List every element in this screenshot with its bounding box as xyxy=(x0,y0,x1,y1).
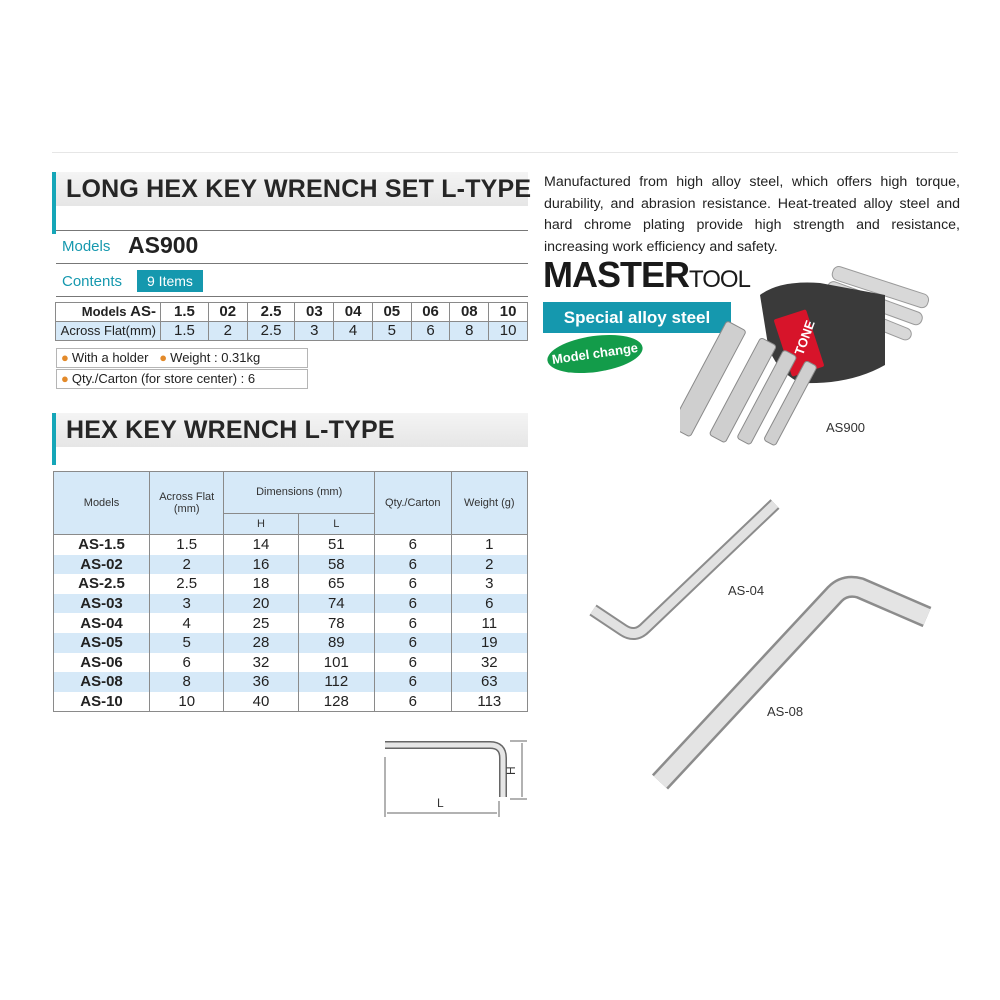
cell-l: 74 xyxy=(298,594,374,614)
cell-h: 14 xyxy=(224,535,298,555)
note-box-qty xyxy=(56,369,308,389)
logo-tool: TOOL xyxy=(689,266,750,293)
bullet-icon: ● xyxy=(61,371,69,386)
size-cell: 4 xyxy=(334,322,373,341)
col-qty: Qty./Carton xyxy=(374,472,451,535)
note-qty: Qty./Carton (for store center) : 6 xyxy=(71,371,256,386)
cell-model: AS-08 xyxy=(54,672,150,692)
cell-qty: 6 xyxy=(374,692,451,712)
cell-h: 36 xyxy=(224,672,298,692)
size-row-models xyxy=(56,303,528,322)
cell-h: 18 xyxy=(224,574,298,594)
special-alloy-banner: Special alloy steel xyxy=(543,302,731,333)
size-cell: 04 xyxy=(334,303,373,322)
header-row xyxy=(54,472,528,514)
cell-across-flat: 3 xyxy=(150,594,224,614)
top-divider xyxy=(52,152,958,153)
wrench-outline xyxy=(660,587,927,782)
size-cell: 03 xyxy=(295,303,334,322)
single-title-accent xyxy=(52,413,56,465)
cell-model: AS-05 xyxy=(54,633,150,653)
single-title-bar xyxy=(52,413,528,447)
size-cell: 08 xyxy=(450,303,489,322)
cell-l: 58 xyxy=(298,555,374,575)
dim-l-label: L xyxy=(437,796,444,810)
size-cell: 2 xyxy=(208,322,247,341)
cell-h: 32 xyxy=(224,653,298,673)
size-cell: 2.5 xyxy=(247,322,295,341)
set-title: LONG HEX KEY WRENCH SET L-TYPE xyxy=(66,175,532,203)
cell-weight: 63 xyxy=(451,672,527,692)
cell-h: 28 xyxy=(224,633,298,653)
size-row-across-label: Across Flat(mm) xyxy=(56,322,161,341)
table-row xyxy=(54,594,528,614)
cell-model: AS-02 xyxy=(54,555,150,575)
set-title-accent xyxy=(52,172,56,234)
size-cell: 10 xyxy=(489,303,528,322)
contents-rule xyxy=(56,263,528,264)
cell-qty: 6 xyxy=(374,535,451,555)
bullet-icon: ● xyxy=(159,350,168,365)
set-title-bar xyxy=(52,172,532,206)
diagram-wrench-outline xyxy=(385,745,503,797)
cell-across-flat: 4 xyxy=(150,613,224,633)
note-weight: Weight : 0.31kg xyxy=(170,350,261,365)
col-dimensions: Dimensions (mm) xyxy=(224,472,375,514)
cell-across-flat: 10 xyxy=(150,692,224,712)
col-h: H xyxy=(224,513,298,534)
cell-model: AS-06 xyxy=(54,653,150,673)
dimension-diagram xyxy=(375,735,535,825)
cell-weight: 11 xyxy=(451,613,527,633)
dim-h-label: H xyxy=(504,766,518,775)
size-cell: 2.5 xyxy=(247,303,295,322)
logo-master: MASTER xyxy=(543,254,689,295)
cell-l: 51 xyxy=(298,535,374,555)
cell-model: AS-03 xyxy=(54,594,150,614)
table-row xyxy=(54,653,528,673)
single-spec-table xyxy=(53,471,528,712)
figure-label-as900: AS900 xyxy=(826,420,866,435)
cell-qty: 6 xyxy=(374,555,451,575)
cell-qty: 6 xyxy=(374,633,451,653)
cell-model: AS-04 xyxy=(54,613,150,633)
col-l: L xyxy=(298,513,374,534)
cell-qty: 6 xyxy=(374,594,451,614)
diagram-wrench-fill xyxy=(385,745,503,797)
figure-label-as04: AS-04 xyxy=(728,583,765,598)
size-row-models-label xyxy=(56,303,161,322)
cell-weight: 32 xyxy=(451,653,527,673)
cell-h: 16 xyxy=(224,555,298,575)
table-row xyxy=(54,535,528,555)
cell-l: 78 xyxy=(298,613,374,633)
as08-wrench-image xyxy=(645,572,945,802)
cell-weight: 2 xyxy=(451,555,527,575)
cell-qty: 6 xyxy=(374,574,451,594)
table-row xyxy=(54,613,528,633)
single-title: HEX KEY WRENCH L-TYPE xyxy=(66,416,395,444)
size-cell: 1.5 xyxy=(161,322,209,341)
cell-qty: 6 xyxy=(374,653,451,673)
contents-label: Contents xyxy=(62,273,123,290)
models-label: Models xyxy=(62,238,111,255)
note-box-holder-weight xyxy=(56,348,308,368)
cell-qty: 6 xyxy=(374,613,451,633)
size-cell: 05 xyxy=(372,303,411,322)
cell-h: 25 xyxy=(224,613,298,633)
size-cell: 10 xyxy=(489,322,528,341)
table-row xyxy=(54,555,528,575)
table-row xyxy=(54,633,528,653)
col-weight: Weight (g) xyxy=(451,472,527,535)
models-value: AS900 xyxy=(128,232,199,258)
cell-h: 20 xyxy=(224,594,298,614)
size-cell: 3 xyxy=(295,322,334,341)
note-holder: With a holder xyxy=(71,350,149,365)
size-cell: 8 xyxy=(450,322,489,341)
col-across-flat: Across Flat (mm) xyxy=(150,472,224,535)
cell-model: AS-10 xyxy=(54,692,150,712)
contents-badge: 9 Items xyxy=(137,270,203,292)
product-description: Manufactured from high alloy steel, which offers high torque, durability, and abrasion resistance. Heat-treated alloy steel and hard chrome plating provide high strength and resistance, increasing work efficiency and safety. xyxy=(544,174,960,255)
cell-qty: 6 xyxy=(374,672,451,692)
cell-weight: 19 xyxy=(451,633,527,653)
as900-set-image xyxy=(680,255,955,460)
set-size-table xyxy=(55,302,528,341)
table-row xyxy=(54,672,528,692)
models-rule xyxy=(56,230,528,231)
col-models: Models xyxy=(54,472,150,535)
tone-logo-text: TONE xyxy=(791,318,818,358)
cell-across-flat: 6 xyxy=(150,653,224,673)
cell-weight: 6 xyxy=(451,594,527,614)
cell-across-flat: 1.5 xyxy=(150,535,224,555)
figure-label-as08: AS-08 xyxy=(767,704,804,719)
bullet-icon: ● xyxy=(61,350,69,365)
cell-weight: 1 xyxy=(451,535,527,555)
cell-across-flat: 2.5 xyxy=(150,574,224,594)
cell-across-flat: 5 xyxy=(150,633,224,653)
cell-l: 65 xyxy=(298,574,374,594)
contents-bottom-rule xyxy=(56,296,528,297)
model-change-badge: Model change xyxy=(545,329,645,378)
size-models-label: Models xyxy=(81,304,127,319)
cell-l: 101 xyxy=(298,653,374,673)
table-row xyxy=(54,692,528,712)
cell-l: 89 xyxy=(298,633,374,653)
size-cell: 1.5 xyxy=(161,303,209,322)
cell-weight: 113 xyxy=(451,692,527,712)
table-row xyxy=(54,574,528,594)
cell-model: AS-1.5 xyxy=(54,535,150,555)
size-cell: 02 xyxy=(208,303,247,322)
cell-l: 112 xyxy=(298,672,374,692)
size-cell: 6 xyxy=(411,322,450,341)
cell-h: 40 xyxy=(224,692,298,712)
size-cell: 06 xyxy=(411,303,450,322)
cell-l: 128 xyxy=(298,692,374,712)
cell-across-flat: 8 xyxy=(150,672,224,692)
size-models-prefix: AS- xyxy=(130,303,156,320)
cell-model: AS-2.5 xyxy=(54,574,150,594)
size-row-across xyxy=(56,322,528,341)
cell-weight: 3 xyxy=(451,574,527,594)
cell-across-flat: 2 xyxy=(150,555,224,575)
size-cell: 5 xyxy=(372,322,411,341)
